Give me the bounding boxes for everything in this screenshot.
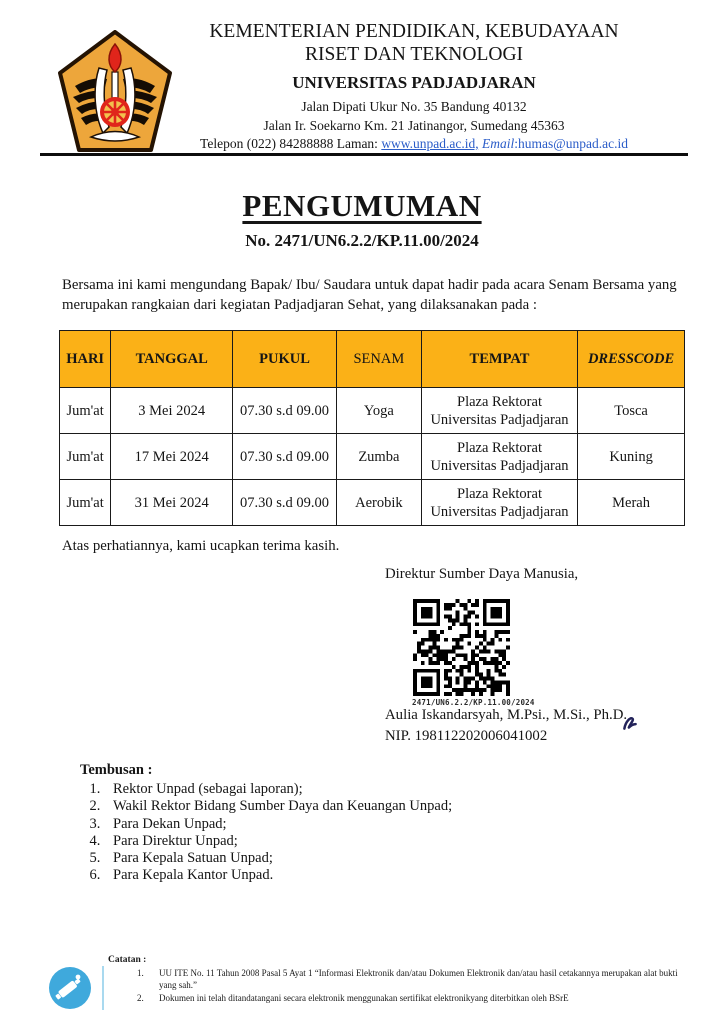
contact-line <box>148 135 680 154</box>
tembusan-item: 3. Para Dekan Unpad; <box>104 816 500 833</box>
tembusan-item: 5. Para Kepala Satuan Unpad; <box>104 850 500 867</box>
cell-dresscode: Tosca <box>578 388 685 434</box>
cell-tanggal: 31 Mei 2024 <box>111 480 233 526</box>
col-header-senam: SENAM <box>336 331 421 388</box>
website-link[interactable]: www.unpad.ac.id, <box>381 136 479 151</box>
cell-pukul: 07.30 s.d 09.00 <box>233 388 337 434</box>
col-header-tempat: TEMPAT <box>421 331 577 388</box>
catatan-section <box>108 955 692 1006</box>
signatory-position: Direktur Sumber Daya Manusia, <box>385 566 579 582</box>
cell-dresscode: Kuning <box>578 434 685 480</box>
signatory-name: Aulia Iskandarsyah, M.Psi., M.Si., Ph.D. <box>385 707 628 723</box>
address-line-2: Jalan Ir. Soekarno Km. 21 Jatinangor, Sumedang 45363 <box>263 117 565 133</box>
cell-hari: Jum'at <box>60 480 111 526</box>
cell-pukul: 07.30 s.d 09.00 <box>233 480 337 526</box>
col-header-hari: HARI <box>60 331 111 388</box>
cell-tanggal: 3 Mei 2024 <box>111 388 233 434</box>
document-number: No. 2471/UN6.2.2/KP.11.00/2024 <box>245 231 479 250</box>
university-name: UNIVERSITAS PADJADJARAN <box>292 73 536 92</box>
catatan-title: Catatan : <box>108 955 147 965</box>
cell-pukul: 07.30 s.d 09.00 <box>233 434 337 480</box>
footer-divider <box>102 966 104 1010</box>
qr-code <box>413 599 510 696</box>
cell-tempat: Plaza Rektorat Universitas Padjadjaran <box>421 480 577 526</box>
table-header-row <box>60 331 685 388</box>
table-row <box>60 388 685 434</box>
intro-paragraph: Bersama ini kami mengundang Bapak/ Ibu/ Saudara untuk dapat hadir pada acara Senam Bersama yang merupakan rangkaian dari kegiatan Padjadjaran Sehat, yang dilaksanakan pada : <box>62 277 677 313</box>
cell-senam: Zumba <box>336 434 421 480</box>
tembusan-section <box>80 762 500 885</box>
cell-tanggal: 17 Mei 2024 <box>111 434 233 480</box>
letterhead <box>148 20 680 154</box>
tembusan-title: Tembusan : <box>80 762 153 778</box>
address-line-1: Jalan Dipati Ukur No. 35 Bandung 40132 <box>301 99 527 114</box>
ministry-line-2: RISET DAN TEKNOLOGI <box>304 44 524 65</box>
tembusan-item: 1. Rektor Unpad (sebagai laporan); <box>104 781 500 798</box>
cell-dresscode: Merah <box>578 480 685 526</box>
qr-caption: 2471/UN6.2.2/KP.11.00/2024 <box>412 698 535 707</box>
table-row <box>60 480 685 526</box>
closing-paragraph: Atas perhatiannya, kami ucapkan terima kasih. <box>62 538 340 554</box>
catatan-list <box>108 968 692 1004</box>
tembusan-item: 4. Para Direktur Unpad; <box>104 833 500 850</box>
signatory-nip: NIP. 198112202006041002 <box>385 728 548 744</box>
bsre-icon <box>48 966 92 1010</box>
tembusan-item: 6. Para Kepala Kantor Unpad. <box>104 867 500 884</box>
cell-hari: Jum'at <box>60 388 111 434</box>
col-header-dresscode: DRESSCODE <box>578 331 685 388</box>
cell-senam: Aerobik <box>336 480 421 526</box>
cell-tempat: Plaza Rektorat Universitas Padjadjaran <box>421 388 577 434</box>
cell-tempat: Plaza Rektorat Universitas Padjadjaran <box>421 434 577 480</box>
title-block <box>0 188 724 251</box>
catatan-item: 2. Dokumen ini telah ditandatangani secara elektronik menggunakan sertifikat elektronikyang diterbitkan oleh BSrE <box>146 993 692 1005</box>
cell-senam: Yoga <box>336 388 421 434</box>
col-header-pukul: PUKUL <box>233 331 337 388</box>
cell-hari: Jum'at <box>60 434 111 480</box>
table-row <box>60 434 685 480</box>
schedule-table <box>59 330 685 526</box>
schedule-table-wrap <box>59 330 685 526</box>
email-label: Email <box>482 136 515 151</box>
document-title: PENGUMUMAN <box>242 188 482 223</box>
col-header-tanggal: TANGGAL <box>111 331 233 388</box>
phone-label: Telepon (022) 84288888 Laman: <box>200 136 382 151</box>
tembusan-item: 2. Wakil Rektor Bidang Sumber Daya dan Keuangan Unpad; <box>104 798 500 815</box>
letterhead-divider <box>40 153 688 156</box>
signature-flourish-icon <box>621 714 639 732</box>
email-link[interactable]: :humas@unpad.ac.id <box>514 136 628 151</box>
tembusan-list <box>80 781 500 885</box>
catatan-item: 1. UU ITE No. 11 Tahun 2008 Pasal 5 Ayat 1 “Informasi Elektronik dan/atau Dokumen Elektronik dan/atau hasil cetakannya merupakan alat bukti yang sah.” <box>146 968 692 991</box>
ministry-line-1: KEMENTERIAN PENDIDIKAN, KEBUDAYAAN <box>209 21 619 42</box>
